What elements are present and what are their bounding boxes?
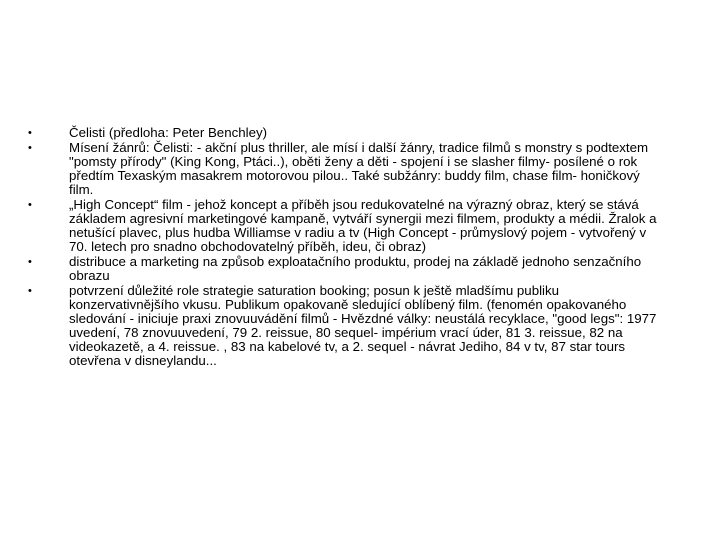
bullet-text: distribuce a marketing na způsob exploatačního produktu, prodej na základě jednoho senzačního obrazu xyxy=(69,254,642,283)
bullet-text: „High Concept“ film - jehož koncept a příběh jsou redukovatelné na výrazný obraz, který se stává základem agresivní marketingové kampaně, vytváří synergii mezi filmem, produkty a médii. Žralok a netušící plavec, plus hudba Williamse v radiu a tv (High Concept - průmyslový pojem - vytvořený v 70. letech pro snadno obchodovatelný příběh, ideu, či obraz) xyxy=(69,197,657,254)
bullet-dot-icon: • xyxy=(28,285,32,297)
bullet-item-high-concept xyxy=(24,198,664,254)
bullet-item-distribution xyxy=(24,255,664,283)
bullet-dot-icon: • xyxy=(28,142,32,154)
bullet-item-genre-mixing xyxy=(24,141,664,197)
bullet-item-saturation-booking xyxy=(24,284,664,368)
bullet-text: potvrzení důležité role strategie saturation booking; posun k ještě mladšímu publiku konzervativnějšího vkusu. Publikum opakovaně sledující oblíbený film. (fenomén opakovaného sledování - iniciuje praxi znovuuvádění filmů - Hvězdné války: neustálá recyklace, "good legs": 1977 uvedení, 78 znovuuvedení, 79 2. reissue, 80 sequel- impérium vrací úder, 81 3. reissue, 82 na videokazetě, a 4. reissue. , 83 na kabelové tv, a 2. sequel - návrat Jediho, 84 v tv, 87 star tours otevřena v disneylandu... xyxy=(69,283,657,368)
bullet-dot-icon: • xyxy=(28,199,32,211)
bullet-list xyxy=(24,126,664,369)
bullet-text: Mísení žánrů: Čelisti: - akční plus thriller, ale mísí i další žánry, tradice filmů s monstry s podtextem "pomsty přírody" (King Kong, Ptáci..), oběti ženy a děti - spojení i se slasher filmy- posílené o rok předtím Texaským masakrem motorovou pilou.. Také subžánry: buddy film, chase film- honičkový film. xyxy=(69,140,649,197)
bullet-item-jaws-source xyxy=(24,126,664,140)
bullet-dot-icon: • xyxy=(28,127,32,139)
bullet-dot-icon: • xyxy=(28,256,32,268)
bullet-text: Čelisti (předloha: Peter Benchley) xyxy=(69,125,268,140)
